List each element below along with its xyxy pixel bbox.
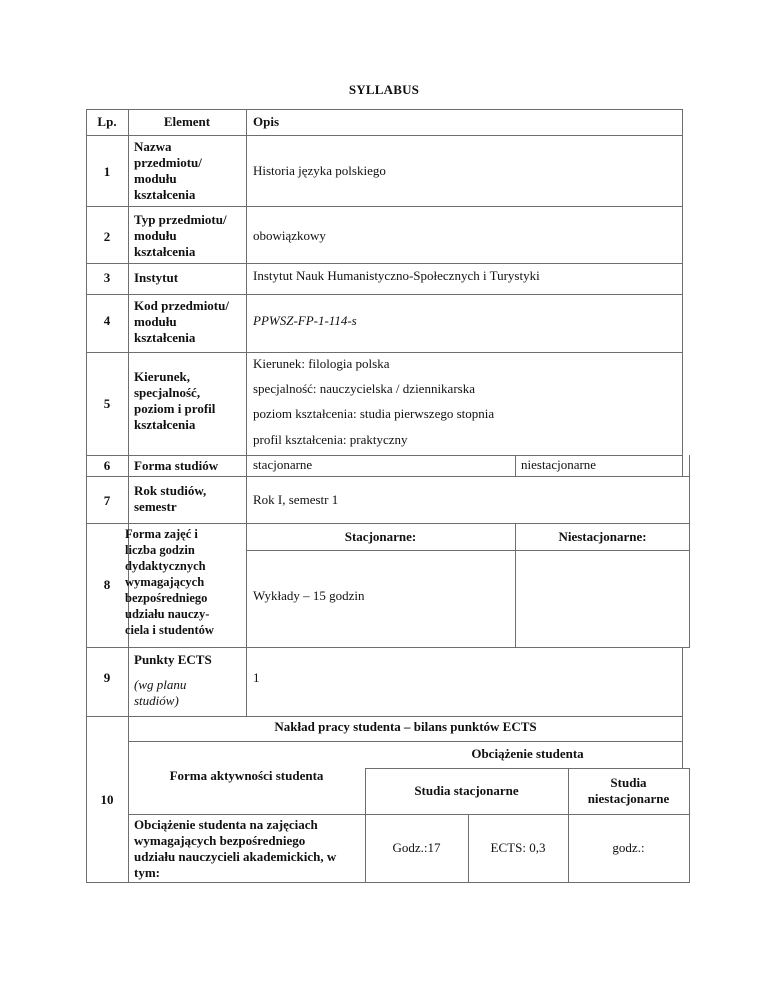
row-5-profil: profil kształcenia: praktyczny [253, 432, 408, 447]
row-number-4: 4 [103, 313, 111, 328]
row-9-label: Punkty ECTS [134, 652, 212, 667]
row-number-1: 1 [103, 164, 111, 179]
row-8-label: Forma zajęć i liczba godzin dydaktycznych wymagających bezpośredniego udziału nauczy- ciela i studentów [125, 527, 214, 637]
forma-aktywnosci-header: Forma aktywności studenta [169, 768, 324, 783]
row-8-stac-header: Stacjonarne: [344, 529, 417, 544]
row-4-label: Kod przedmiotu/ modułu kształcenia [134, 298, 229, 345]
row-6-stacjonarne: stacjonarne [253, 457, 313, 472]
row-1-value: Historia języka polskiego [253, 163, 386, 178]
row-9-sublabel: (wg planu studiów) [134, 677, 187, 708]
godz-stacjonarne: Godz.:17 [392, 840, 441, 855]
studia-niestacjonarne-header: Studia niestacjonarne [587, 775, 670, 806]
header-opis: Opis [253, 114, 280, 129]
row-8-niestac-header: Niestacjonarne: [558, 529, 647, 544]
studia-stacjonarne-header: Studia stacjonarne [414, 783, 519, 798]
row-2-label: Typ przedmiotu/ modułu kształcenia [134, 212, 227, 259]
row-6-niestacjonarne: niestacjonarne [521, 457, 597, 472]
document-title: SYLLABUS [348, 82, 420, 97]
row-9-value: 1 [253, 670, 260, 685]
row-5-label: Kierunek, specjalność, poziom i profil kształcenia [134, 369, 216, 432]
header-lp: Lp. [97, 114, 117, 129]
row-6-label: Forma studiów [134, 458, 219, 473]
row-number-2: 2 [103, 229, 111, 244]
row-4-value: PPWSZ-FP-1-114-s [253, 313, 357, 328]
row-3-label: Instytut [134, 270, 179, 285]
row-3-value: Instytut Nauk Humanistyczno-Społecznych i Turystyki [253, 268, 540, 283]
row-7-value: Rok I, semestr 1 [253, 492, 339, 507]
obciazenie-header: Obciążenie studenta [471, 746, 584, 761]
ects-section-title: Nakład pracy studenta – bilans punktów ECTS [274, 719, 537, 734]
obciazenie-row-label: Obciążenie studenta na zajęciach wymagających bezpośredniego udziału nauczycieli akademickich, w tym: [134, 817, 337, 880]
ects-stacjonarne: ECTS: 0,3 [490, 840, 546, 855]
row-number-8: 8 [103, 577, 111, 592]
row-8-stac-value: Wykłady – 15 godzin [253, 588, 365, 603]
row-number-3: 3 [103, 270, 111, 285]
row-number-7: 7 [103, 493, 111, 508]
row-number-10: 10 [100, 792, 114, 807]
row-1-label: Nazwa przedmiotu/ modułu kształcenia [134, 139, 202, 202]
row-5-kierunek: Kierunek: filologia polska [253, 356, 390, 371]
godz-niestacjonarne: godz.: [612, 840, 645, 855]
row-5-poziom: poziom kształcenia: studia pierwszego stopnia [253, 406, 495, 421]
row-number-5: 5 [103, 396, 111, 411]
row-number-6: 6 [103, 458, 111, 473]
header-element: Element [163, 114, 211, 129]
row-number-9: 9 [103, 670, 111, 685]
row-7-label: Rok studiów, semestr [134, 483, 207, 514]
row-2-value: obowiązkowy [253, 228, 326, 243]
row-5-specjalnosc: specjalność: nauczycielska / dziennikarska [253, 381, 475, 396]
